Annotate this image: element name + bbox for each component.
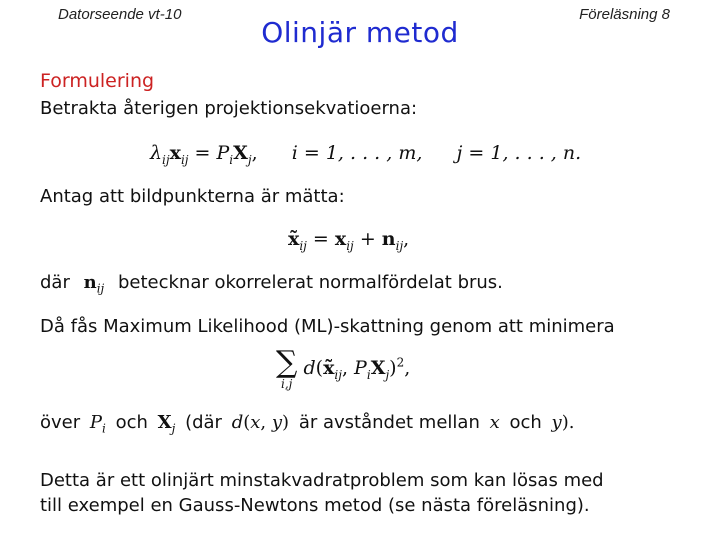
and-text-1: och (115, 412, 148, 433)
cost-function-equation: ∑ i,j $d(x̃_{ij}$, $P_iX_j)^2$, (276, 345, 411, 391)
noise-text-pre: där (40, 272, 70, 293)
where-text: (där (185, 412, 222, 433)
and-text-2: och (509, 412, 542, 433)
distance-text: är avståndet mellan (298, 412, 480, 433)
paragraph-conclusion-line2: till exempel en Gauss-Newtons metod (se nästa föreläsning). (40, 495, 590, 516)
measurement-equation: $x̃_{ij} = x_{ij} + n_{ij}$, (288, 228, 410, 253)
header-course: Datorseende vt-10 (58, 6, 182, 23)
index-condition-i: i = 1, . . . , m, (291, 142, 423, 164)
paragraph-noise: där $n_{ij}$ betecknar okorrelerat normalfördelat brus. (40, 272, 503, 296)
noise-text-post: betecknar okorrelerat normalfördelat brus. (117, 272, 503, 293)
paragraph-variables: över $P_i$ och $X_j$ (där d(x, y) är avståndet mellan x och y). (40, 412, 575, 436)
paragraph-measured: Antag att bildpunkterna är mätta: (40, 186, 345, 207)
paragraph-intro: Betrakta återigen projektionsekvatioerna: (40, 98, 418, 119)
slide-title: Olinjär metod (261, 16, 459, 49)
projection-equation: $\lambda_{ij}x_{ij} = P_iX_j$, i = 1, . . . , m, j = 1, . . . , n. (150, 142, 582, 167)
section-heading: Formulering (40, 70, 155, 92)
over-text: över (40, 412, 81, 433)
header-lecture: Föreläsning 8 (579, 6, 670, 23)
index-condition-j: j = 1, . . . , n. (456, 142, 582, 164)
paragraph-conclusion-line1: Detta är ett olinjärt minstakvadratproblem som kan lösas med (40, 470, 604, 491)
paragraph-ml: Då fås Maximum Likelihood (ML)-skattning genom att minimera (40, 316, 615, 337)
